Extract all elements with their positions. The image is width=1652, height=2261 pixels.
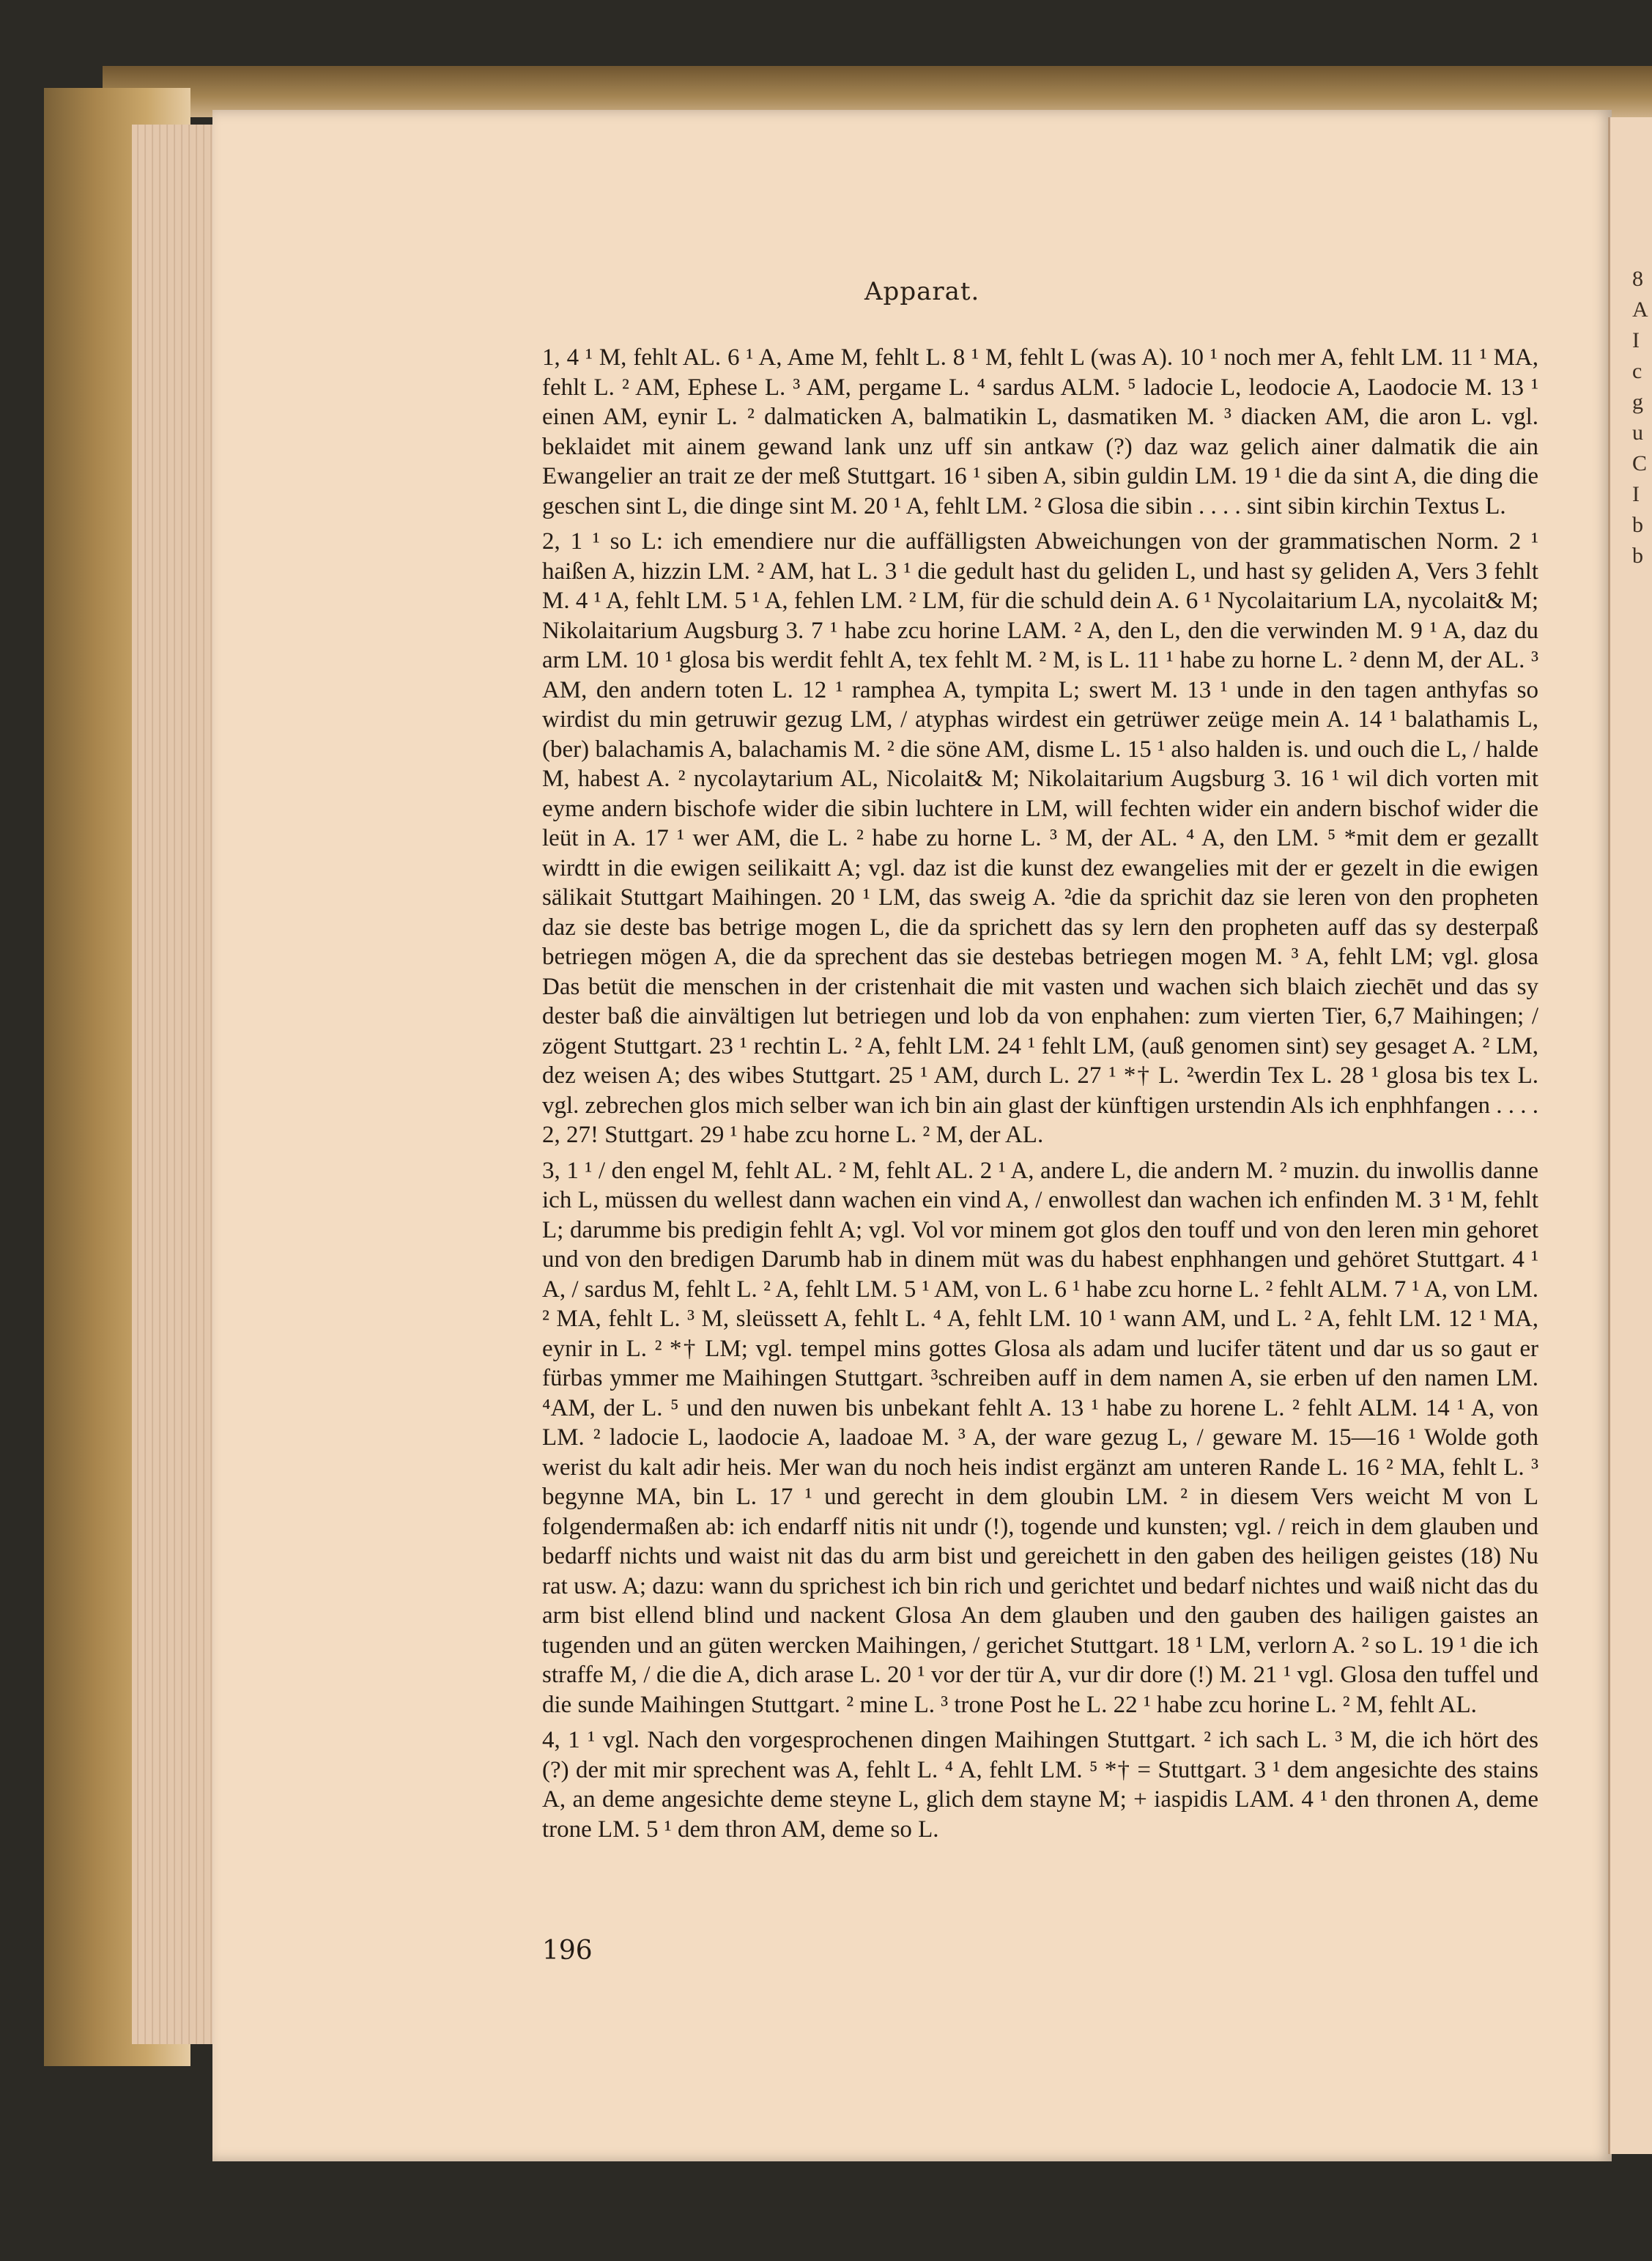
glimpse-line: u <box>1632 421 1643 445</box>
glimpse-line: b <box>1632 544 1643 568</box>
running-title: Apparat. <box>864 277 980 306</box>
paragraph-chapter-4: 4, 1 ¹ vgl. Nach den vorgesprochenen dingen Maihingen Stuttgart. ² ich sach L. ³ M, die ich hört des (?) der mit mir sprechent was A, fehlt L. ⁴ A, fehlt LM. ⁵ *† = Stuttgart. 3 ¹ dem angesichte des stains A, an deme angesichte deme steyne L, glich dem stayne M; + iaspidis LAM. 4 ¹ den thronen A, deme trone LM. 5 ¹ dem thron AM, deme so L. <box>542 1727 1538 1843</box>
glimpse-line: A <box>1632 297 1648 322</box>
page-number: 196 <box>542 1936 593 1966</box>
glimpse-line: C <box>1632 451 1648 475</box>
apparatus-text <box>542 343 1538 1850</box>
glimpse-line: g <box>1632 390 1643 414</box>
glimpse-line: b <box>1632 513 1643 537</box>
facing-page-text-glimpse <box>1632 264 1652 571</box>
glimpse-line: c <box>1632 359 1642 383</box>
paragraph-chapter-1: 1, 4 ¹ M, fehlt AL. 6 ¹ A, Ame M, fehlt L. 8 ¹ M, fehlt L (was A). 10 ¹ noch mer A, fehlt LM. 11 ¹ MA, fehlt L. ² AM, Ephese L. ³ AM, pergame L. ⁴ sardus ALM. ⁵ ladocie L, leodocie A, Laodocie M. 13 ¹ einen AM, eynir L. ² dalmaticken A, balmatikin L, dasmatiken M. ³ diacken AM, die aron L. vgl. beklaidet mit ainem gewand lank unz uff sin antkaw (?) daz waz gelich ainer dalmatik die ain Ewangelier an trait ze der meß Stuttgart. 16 ¹ siben A, sibin guldin LM. 19 ¹ die da sint A, die ding die geschen sint L, die dinge sint M. 20 ¹ A, fehlt LM. ² Glosa die sibin . . . . sint sibin kirchin Textus L. <box>542 344 1538 519</box>
paragraph-chapter-3: 3, 1 ¹ / den engel M, fehlt AL. ² M, fehlt AL. 2 ¹ A, andere L, die andern M. ² muzin. du inwollis danne ich L, müssen du wellest dann wachen ein vind A, / enwollest dan wachen ich enfinden M. 3 ¹ M, fehlt L; darumme bis predigin fehlt A; vgl. Vol vor minem got glos den touff und von den leren min gehoret und von den bredigen Darumb hab in dinem müt was du habest enphhangen und gehöret Stuttgart. 4 ¹ A, / sardus M, fehlt L. ² A, fehlt LM. 5 ¹ AM, von L. 6 ¹ habe zcu horne L. ² fehlt ALM. 7 ¹ A, von LM. ² MA, fehlt L. ³ M, sleüssett A, fehlt L. ⁴ A, fehlt LM. 10 ¹ wann AM, und L. ² A, fehlt LM. 12 ¹ MA, eynir in L. ² *† LM; vgl. tempel mins gottes Glosa als adam und lucifer tätent und dar us so gaut er fürbas ymmer me Maihingen Stuttgart. ³schreiben auff in dem namen A, sie erben uf den namen LM. ⁴AM, der L. ⁵ und den nuwen bis unbekant fehlt A. 13 ¹ habe zu horene L. ² fehlt ALM. 14 ¹ A, von LM. ² ladocie L, laodocie A, laadoae M. ³ A, der ware gezug L, / geware M. 15—16 ¹ Wolde goth werist du kalt adir heis. Mer wan du noch heis indist ergänzt am unteren Rande L. 16 ² MA, fehlt L. ³ begynne MA, bin L. 17 ¹ und gerecht in dem gloubin LM. ² in diesem Vers weicht M von L folgendermaßen ab: ich endarff nitis nit undr (!), togende und kunsten; vgl. / reich in dem glauben und bedarff nichts und waist nit das du arm bist und gereichett in den gaben des heiligen geistes (18) Nu rat usw. A; dazu: wann du sprichest ich bin rich und gerichtet und bedarf nichtes und waiß nicht das du arm bist ellend blind und nackent Glosa An dem glauben und den gauben des hailigen gaistes an tugenden und an güten wercken Maihingen, / gerichet Stuttgart. 18 ¹ LM, verlorn A. ² so L. 19 ¹ die ich straffe M, / die die A, dich arase L. 20 ¹ vor der tür A, vur dir dore (!) M. 21 ¹ vgl. Glosa den tuffel und die sunde Maihingen Stuttgart. ² mine L. ³ trone Post he L. 22 ¹ habe zcu horine L. ² M, fehlt AL. <box>542 1157 1538 1718</box>
glimpse-line: 8 <box>1632 267 1643 291</box>
glimpse-line: I <box>1632 482 1640 506</box>
glimpse-line: I <box>1632 328 1640 352</box>
paragraph-chapter-2: 2, 1 ¹ so L: ich emendiere nur die auffälligsten Abweichungen von der grammatischen Norm. 2 ¹ haißen A, hizzin LM. ² AM, hat L. 3 ¹ die gedult hast du geliden L, und hast sy geliden A, Vers 3 fehlt M. 4 ¹ A, fehlt LM. 5 ¹ A, fehlen LM. ² LM, für die schuld dein A. 6 ¹ Nycolaitarium LA, nycolait& M; Nikolaitarium Augsburg 3. 7 ¹ habe zcu horine LAM. ² A, den L, den die verwinden M. 9 ¹ A, daz du arm LM. 10 ¹ glosa bis werdit fehlt A, tex fehlt M. ² M, is L. 11 ¹ habe zu horne L. ² denn M, der AL. ³ AM, den andern toten L. 12 ¹ ramphea A, tympita L; swert M. 13 ¹ unde in den tagen anthyfas so wirdist du min getruwir gezug LM, / atyphas wirdest ein getrüwer zeüge mein A. 14 ¹ balathamis L, (ber) balachamis A, balachamis M. ² die söne AM, disme L. 15 ¹ also halden is. und ouch die L, / halde M, habest A. ² nycolaytarium AL, Nicolait& M; Nikolaitarium Augsburg 3. 16 ¹ wil dich vorten mit eyme andern bischofe wider die sibin luchtere in LM, will fechten wider ein andern bischof wider die leüt in A. 17 ¹ wer AM, die L. ² habe zu horne L. ³ M, der AL. ⁴ A, den LM. ⁵ *mit dem er gezallt wirdtt in die ewigen seilikaitt A; vgl. daz ist die kunst dez ewangelies mit der er gezelt in die ewigen sälikait Stuttgart Maihingen. 20 ¹ LM, das sweig A. ²die da sprichit daz sie leren von den propheten daz sie deste bas betrige mogen L, die da sprichett das sy lern den propheten auff das sy desterpaß betriegen mögen A, die da sprechent das sie destebas betriegen mogen M. ³ A, fehlt LM; vgl. glosa Das betüt die menschen in der cristenhait die mit vasten und wachen sich blaich ziechēt und das sy dester baß die ainvältigen lut betriegen und lob da von enphahen: zum vierten Tier, 6,7 Maihingen; / zögent Stuttgart. 23 ¹ rechtin L. ² A, fehlt LM. 24 ¹ fehlt LM, (auß genomen sint) sey gesaget A. ² LM, dez weisen A; des wibes Stuttgart. 25 ¹ AM, durch L. 27 ¹ *† L. ²werdin Tex L. 28 ¹ glosa bis tex L. vgl. zebrechen glos mich selber wan ich bin ain glast der künftigen urstendin Als ich enphhfangen . . . . 2, 27! Stuttgart. 29 ¹ habe zcu horne L. ² M, der AL. <box>542 528 1538 1148</box>
